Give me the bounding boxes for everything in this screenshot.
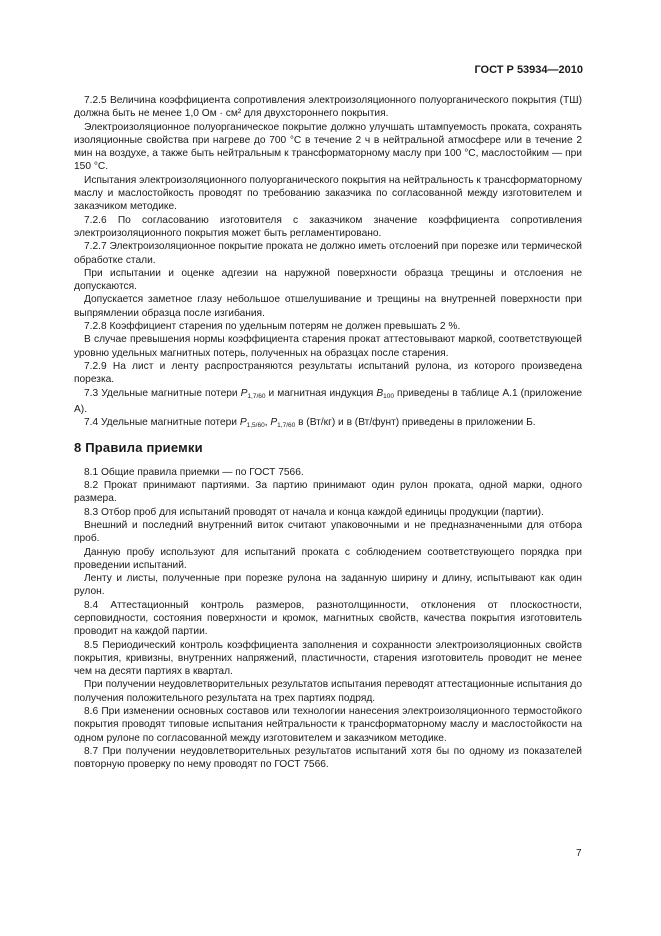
- paragraph: 8.2 Прокат принимают партиями. За партию принимают один рулон проката, одной марки, одного размера.: [74, 480, 582, 505]
- paragraph-7-4: 7.4 Удельные магнитные потери $P_{1,5/60}$, $P_{1,7/60}$ в (Вт/кг) и в (Вт/фунт) приведены в приложении Б.: [84, 417, 536, 430]
- paragraph: Электроизоляционное полуорганическое покрытие должно улучшать штампуемость проката, сохранять изоляционные свойства при нагреве до 700 °С в течение 2 ч в нейтральной атмосфере или в течение 2 мин на воздухе, а также быть нейтральным к трансформаторному маслу при 100 °С, маслостойким — при 150 °С.: [74, 121, 582, 173]
- paragraph: 8.4 Аттестационный контроль размеров, разнотолщинности, отклонения от плоскостности, серповидности, состояния поверхности и кромок, магнитных свойств, качества покрытия изготовитель проводит на каждой партии.: [74, 599, 582, 638]
- paragraph: Внешний и последний внутренний виток считают упаковочными и не предназначенными для отбора проб.: [74, 519, 582, 545]
- paragraph: 7.2.8 Коэффициент старения по удельным потерям не должен превышать 2 %.: [84, 321, 461, 333]
- paragraph: 7.2.6 По согласованию изготовителя с заказчиком значение коэффициента сопротивления электроизоляционного покрытия может быть регламентировано.: [74, 214, 582, 239]
- document-number: ГОСТ Р 53934—2010: [474, 64, 583, 76]
- paragraph: 8.7 При получении неудовлетворительных результатов испытаний хотя бы по одному из показателей повторную проверку по нему проводят по ГОСТ 7566.: [74, 745, 582, 771]
- paragraph: При получении неудовлетворительных результатов испытания переводят аттестационные испытания до получения положительного результата на трех партиях подряд.: [74, 679, 582, 704]
- paragraph: 7.2.5 Величина коэффициента сопротивления электроизоляционного полуорганического покрытия (ТШ) должна быть не менее 1,0 Ом · см² для двухстороннего покрытия.: [74, 95, 582, 120]
- paragraph: 8.5 Периодический контроль коэффициента заполнения и сохранности электроизоляционных свойств покрытия, кривизны, внутренних напряжений, пластичности, старения изготовитель проводит не менее чем на десяти партиях в квартал.: [74, 639, 582, 678]
- paragraph: 7.2.9 На лист и ленту распространяются результаты испытаний рулона, из которого произведена порезка.: [74, 360, 582, 386]
- paragraph: Данную пробу используют для испытаний проката с соблюдением соответствующего порядка при проведении испытаний.: [74, 546, 582, 571]
- paragraph: 8.3 Отбор проб для испытаний проводят от начала и конца каждой единицы продукции (партии).: [84, 506, 544, 518]
- paragraph: Испытания электроизоляционного полуорганического покрытия на нейтральность к трансформаторному маслу и маслостойкость проводят по требованию заказчика по согласованной между изготовителем и заказчиком методике.: [74, 174, 582, 213]
- page-number: 7: [576, 848, 582, 859]
- paragraph: Ленту и листы, полученные при порезке рулона на заданную ширину и длину, испытывают как один рулон.: [74, 573, 582, 598]
- paragraph: Допускается заметное глазу небольшое отшелушивание и трещины на внутренней поверхности при выпрямлении образца после изгибания.: [74, 294, 582, 319]
- paragraph: 8.1 Общие правила приемки — по ГОСТ 7566.: [84, 466, 304, 478]
- paragraph: 8.6 При изменении основных составов или технологии нанесения электроизоляционного термостойкого покрытия проводят типовые испытания нейтральности к трансформаторному маслу и маслостойкости на одном рулоне по согласованной между изготовителем и заказчиком методике.: [74, 706, 582, 744]
- page-content: [74, 94, 582, 772]
- section-heading: 8 Правила приемки: [74, 440, 203, 456]
- paragraph: При испытании и оценке адгезии на наружной поверхности образца трещины и отслоения не допускаются.: [74, 267, 582, 293]
- paragraph: 7.2.7 Электроизоляционное покрытие проката не должно иметь отслоений при порезке или термической обработке стали.: [74, 241, 582, 266]
- paragraph: В случае превышения нормы коэффициента старения прокат аттестовывают маркой, соответствующей уровню удельных магнитных потерь, полученных на образцах после старения.: [74, 334, 582, 359]
- paragraph-7-3: 7.3 Удельные магнитные потери $P_{1,7/60}$ и магнитная индукция $B_{100}$ приведены в таблице А.1 (приложение А).: [74, 387, 583, 415]
